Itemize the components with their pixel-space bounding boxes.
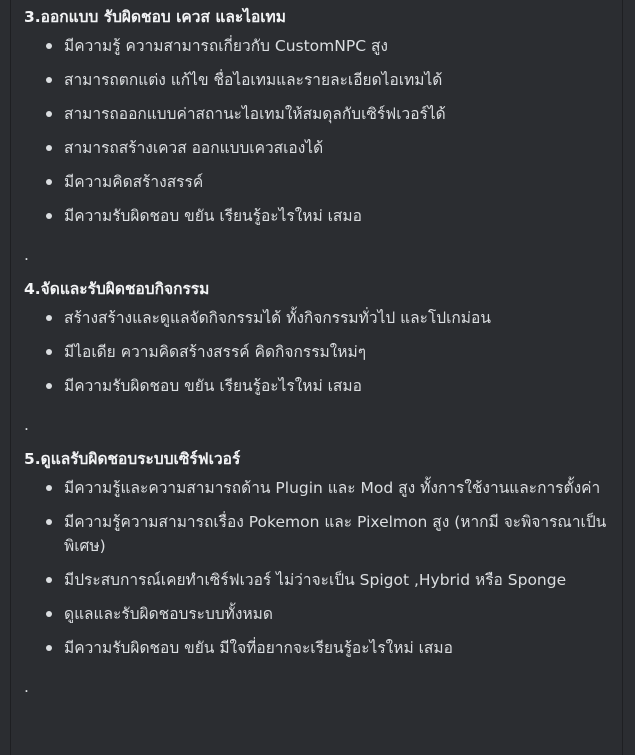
message-content [10, 0, 623, 755]
section-4 [11, 272, 622, 442]
section-3 [11, 0, 622, 272]
list-item-text: มีความรับผิดชอบ ขยัน เรียนรู้อะไรใหม่ เสมอ [64, 377, 362, 395]
list-item-text: มีความคิดสร้างสรรค์ [64, 173, 204, 191]
list-item [24, 636, 622, 660]
list-item-text: มีความรู้ความสามารถเรื่อง Pokemon และ Pixelmon สูง (หากมี จะพิจารณาเป็นพิเศษ) [64, 513, 607, 555]
bullet-icon [46, 43, 52, 49]
section-heading: 4.จัดและรับผิดชอบกิจกรรม [24, 280, 210, 298]
section-heading: 5.ดูแลรับผิดชอบระบบเซิร์ฟเวอร์ [24, 450, 241, 468]
bullet-icon [46, 315, 52, 321]
list-item-text: สามารถออกแบบค่าสถานะไอเทมให้สมดุลกับเซิร์ฟเวอร์ได้ [64, 105, 446, 123]
separator-dot: . [24, 678, 29, 696]
bullet-icon [46, 77, 52, 83]
bullet-icon [46, 213, 52, 219]
bullet-icon [46, 111, 52, 117]
separator-dot: . [24, 416, 29, 434]
bullet-list [24, 306, 622, 398]
bullet-icon [46, 383, 52, 389]
list-item [24, 306, 622, 330]
list-item-text: สามารถตกแต่ง แก้ไข ชื่อไอเทมและรายละเอียดไอเทมได้ [64, 71, 443, 89]
list-item [24, 476, 622, 500]
bullet-icon [46, 145, 52, 151]
list-item-text: ดูแลและรับผิดชอบระบบทั้งหมด [64, 605, 273, 623]
bullet-icon [46, 349, 52, 355]
list-item [24, 136, 622, 160]
list-item [24, 170, 622, 194]
list-item [24, 34, 622, 58]
bullet-list [24, 476, 622, 660]
list-item-text: สามารถสร้างเควส ออกแบบเควสเองได้ [64, 139, 324, 157]
separator-dot: . [24, 246, 29, 264]
bullet-icon [46, 611, 52, 617]
list-item [24, 102, 622, 126]
list-item-text: มีความรับผิดชอบ ขยัน มีใจที่อยากจะเรียนรู้อะไรใหม่ เสมอ [64, 639, 453, 657]
list-item [24, 204, 622, 228]
section-heading: 3.ออกแบบ รับผิดชอบ เควส และไอเทม [24, 8, 286, 26]
section-5 [11, 442, 622, 704]
list-item-text: สร้างสร้างและดูแลจัดกิจกรรมได้ ทั้งกิจกรรมทั่วไป และโปเกม่อน [64, 309, 491, 327]
list-item [24, 374, 622, 398]
list-item-text: มีไอเดีย ความคิดสร้างสรรค์ คิดกิจกรรมใหม่ๆ [64, 343, 367, 361]
list-item [24, 340, 622, 364]
bullet-icon [46, 485, 52, 491]
bullet-icon [46, 577, 52, 583]
list-item-text: มีประสบการณ์เคยทำเซิร์ฟเวอร์ ไม่ว่าจะเป็น Spigot ,Hybrid หรือ Sponge [64, 571, 567, 589]
list-item-text: มีความรับผิดชอบ ขยัน เรียนรู้อะไรใหม่ เสมอ [64, 207, 362, 225]
list-item-text: มีความรู้และความสามารถด้าน Plugin และ Mod สูง ทั้งการใช้งานและการตั้งค่า [64, 479, 601, 497]
list-item [24, 602, 622, 626]
list-item-text: มีความรู้ ความสามารถเกี่ยวกับ CustomNPC สูง [64, 37, 388, 55]
bullet-icon [46, 519, 52, 525]
list-item [24, 568, 622, 592]
bullet-icon [46, 179, 52, 185]
list-item [24, 68, 622, 92]
list-item [24, 510, 622, 558]
bullet-list [24, 34, 622, 228]
bullet-icon [46, 645, 52, 651]
